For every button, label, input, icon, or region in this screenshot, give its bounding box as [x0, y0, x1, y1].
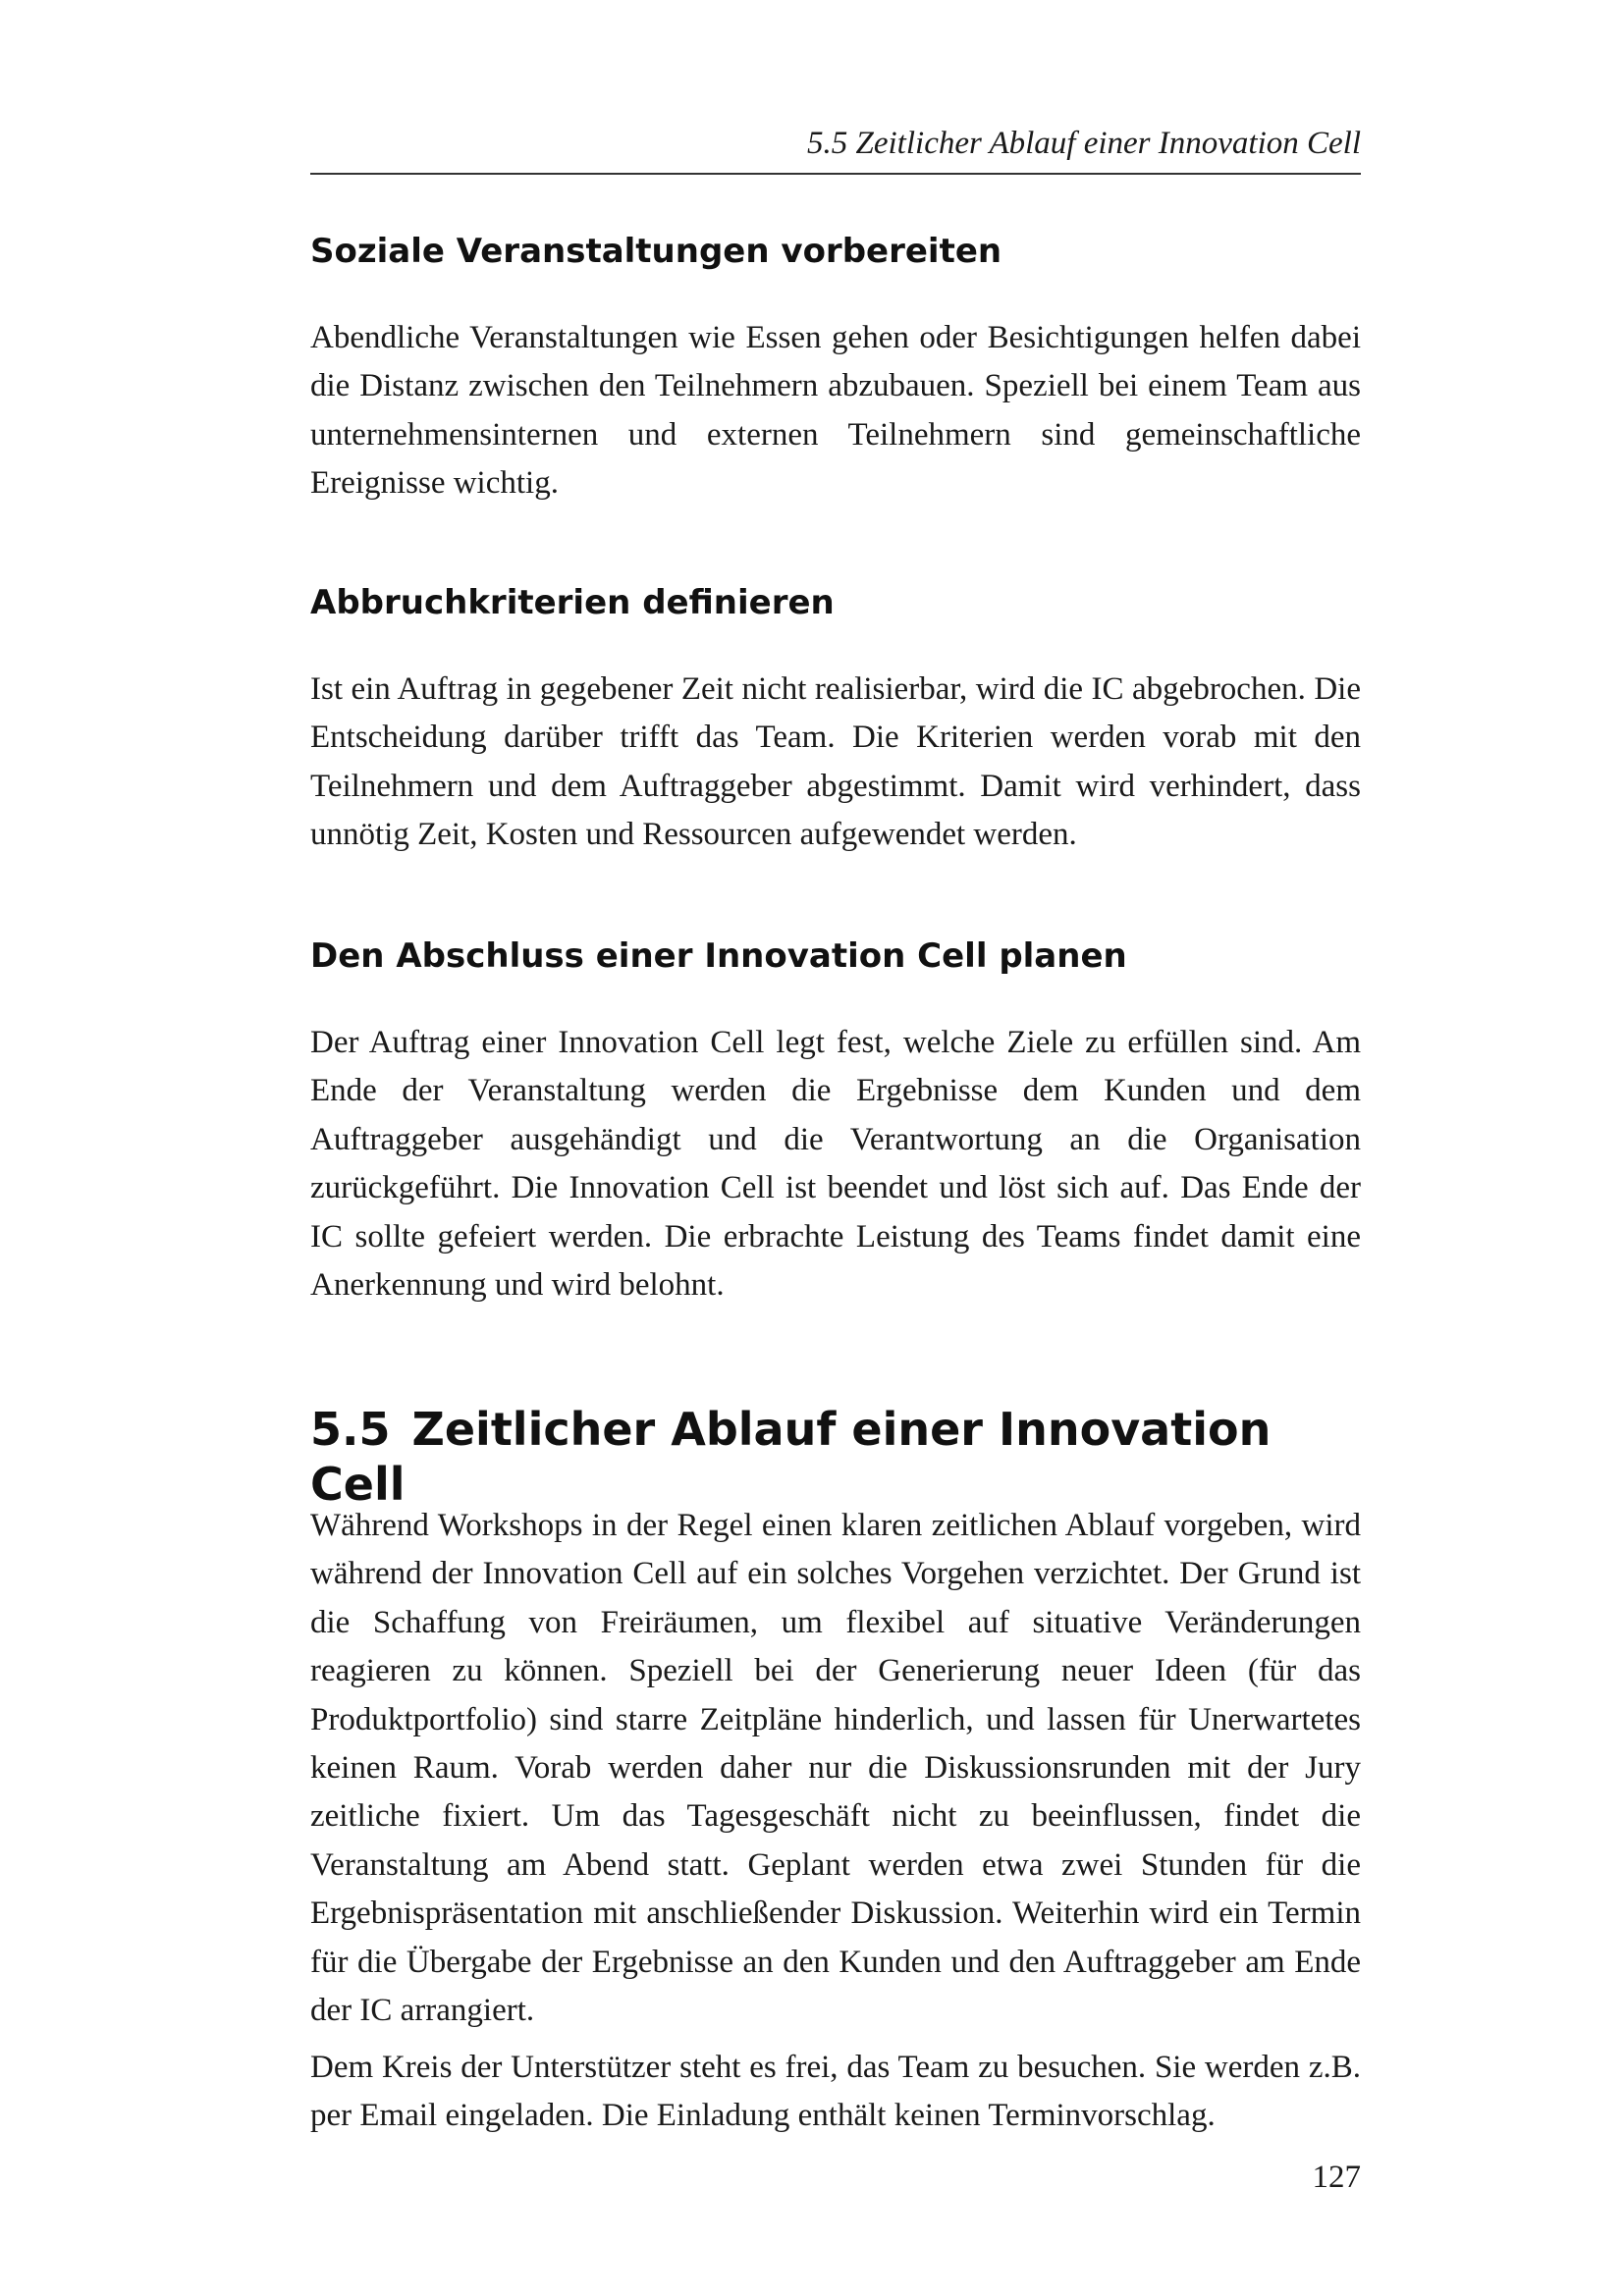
paragraph-zeitlicher-ablauf-1: Während Workshops in der Regel einen klaren zeitlichen Ablauf vorgeben, wird während der Innovation Cell auf ein solches Vorgehen verzichtet. Der Grund ist die Schaffung von Freiräumen, um flexibel auf situative Veränderungen reagieren zu können. Speziell bei der Generierung neuer Ideen (für das Produktportfolio) sind starre Zeitpläne hinderlich, und lassen für Unerwartetes keinen Raum. Vorab werden daher nur die Diskussionsrunden mit der Jury zeitliche fixiert. Um das Tagesgeschäft nicht zu beeinflussen, findet die Veranstaltung am Abend statt. Geplant werden etwa zwei Stunden für die Ergebnispräsentation mit anschließender Diskussion. Weiterhin wird ein Termin für die Übergabe der Ergebnisse an den Kunden und den Auftraggeber am Ende der IC arrangiert. [310, 1508, 1361, 2029]
header-rule [310, 173, 1361, 175]
paragraph-zeitlicher-ablauf-2: Dem Kreis der Unterstützer steht es frei, das Team zu besuchen. Sie werden z.B. per Email eingeladen. Die Einladung enthält keinen Terminvorschlag. [310, 2050, 1361, 2134]
paragraph-abbruchkriterien: Ist ein Auftrag in gegebener Zeit nicht realisierbar, wird die IC abgebrochen. Die Entscheidung darüber trifft das Team. Die Kriterien werden vorab mit den Teilnehmern und dem Auftraggeber abgestimmt. Damit wird verhindert, dass unnötig Zeit, Kosten und Ressourcen aufgewendet werden. [310, 671, 1361, 853]
section-title: Zeitlicher Ablauf einer Innovation Cell [310, 1403, 1272, 1511]
page-number: 127 [1312, 2160, 1361, 2195]
section-heading [310, 1402, 1361, 1512]
paragraph-soziale-veranstaltungen: Abendliche Veranstaltungen wie Essen gehen oder Besichtigungen helfen dabei die Distanz zwischen den Teilnehmern abzubauen. Speziell bei einem Team aus unternehmensinternen und externen Teilnehmern sind gemeinschaftliche Ereignisse wichtig. [310, 320, 1361, 502]
paragraph-abschluss-planen: Der Auftrag einer Innovation Cell legt fest, welche Ziele zu erfüllen sind. Am Ende der Veranstaltung werden die Ergebnisse dem Kunden und dem Auftraggeber ausgehändigt und die Verantwortung an die Organisation zurückgeführt. Die Innovation Cell ist beendet und löst sich auf. Das Ende der IC sollte gefeiert werden. Die erbrachte Leistung des Teams findet damit eine Anerkennung und wird belohnt. [310, 1025, 1361, 1304]
subsection-heading-abschluss-planen: Den Abschluss einer Innovation Cell planen [310, 936, 1127, 976]
running-header: 5.5 Zeitlicher Ablauf einer Innovation Cell [807, 126, 1361, 161]
subsection-heading-abbruchkriterien: Abbruchkriterien definieren [310, 583, 835, 622]
subsection-heading-soziale-veranstaltungen: Soziale Veranstaltungen vorbereiten [310, 232, 1002, 271]
section-number: 5.5 [310, 1403, 391, 1456]
